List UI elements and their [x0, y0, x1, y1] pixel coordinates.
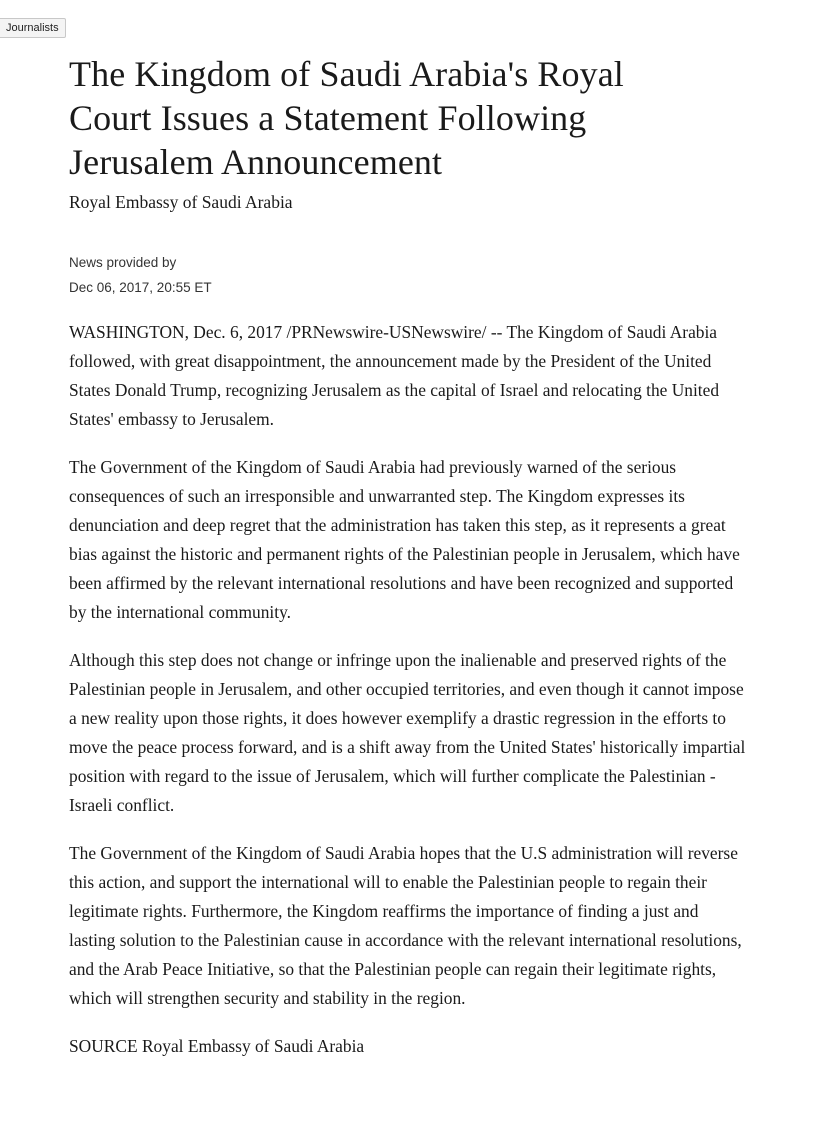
article [69, 52, 749, 1080]
news-provided-by: News provided by [69, 255, 177, 270]
article-headline: The Kingdom of Saudi Arabia's Royal Court Issues a Statement Following Jerusalem Announcement [69, 54, 624, 182]
article-subhead: Royal Embassy of Saudi Arabia [69, 192, 293, 212]
article-paragraph: Although this step does not change or infringe upon the inalienable and preserved rights of the Palestinian people in Jerusalem, and other occupied territories, and even though it cannot impose a new reality upon those rights, it does however exemplify a drastic regression in the efforts to move the peace process forward, and is a shift away from the United States' historically impartial position with regard to the issue of Jerusalem, which will further complicate the Palestinian -Israeli conflict. [69, 650, 746, 815]
article-meta [69, 250, 749, 300]
article-paragraph: WASHINGTON, Dec. 6, 2017 /PRNewswire-USNewswire/ -- The Kingdom of Saudi Arabia followed, with great disappointment, the announcement made by the President of the United States Donald Trump, recognizing Jerusalem as the capital of Israel and relocating the United States' embassy to Jerusalem. [69, 322, 720, 429]
article-body [69, 318, 749, 1061]
article-source: SOURCE Royal Embassy of Saudi Arabia [69, 1036, 365, 1056]
journalists-button[interactable]: Journalists [0, 18, 66, 38]
article-paragraph: The Government of the Kingdom of Saudi Arabia had previously warned of the serious consequences of such an irresponsible and unwarranted step. The Kingdom expresses its denunciation and deep regret that the administration has taken this step, as it represents a great bias against the historic and permanent rights of the Palestinian people in Jerusalem, which have been affirmed by the relevant international resolutions and have been recognized and supported by the international community. [69, 457, 740, 622]
article-paragraph: The Government of the Kingdom of Saudi Arabia hopes that the U.S administration will reverse this action, and support the international will to enable the Palestinian people to regain their legitimate rights. Furthermore, the Kingdom reaffirms the importance of finding a just and lasting solution to the Palestinian cause in accordance with the relevant international resolutions, and the Arab Peace Initiative, so that the Palestinian people can regain their legitimate rights, which will strengthen security and stability in the region. [69, 843, 742, 1008]
article-datetime: Dec 06, 2017, 20:55 ET [69, 280, 212, 295]
